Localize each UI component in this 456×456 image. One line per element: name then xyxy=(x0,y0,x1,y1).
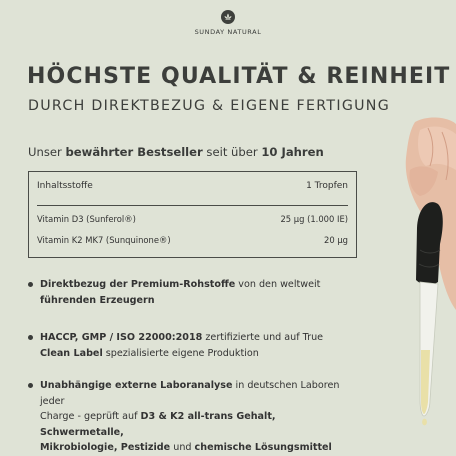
bullet-icon xyxy=(28,282,33,287)
bullet-bold: HACCP, GMP / ISO 22000:2018 xyxy=(40,332,203,343)
ingredients-header-label: Inhaltsstoffe xyxy=(37,181,93,191)
list-item xyxy=(28,378,358,456)
hand-with-dropper-image xyxy=(360,110,456,456)
intro-prefix: Unser xyxy=(28,145,66,159)
brand-logo xyxy=(0,10,456,36)
ingredient-name: Vitamin D3 (Sunferol®) xyxy=(37,214,136,224)
subheadline: DURCH DIREKTBEZUG & EIGENE FERTIGUNG xyxy=(28,98,390,114)
bullet-bold: D3 & K2 all-trans Gehalt, Schwermetalle, xyxy=(40,411,276,438)
bullet-text xyxy=(40,277,320,308)
bullet-text xyxy=(40,330,323,361)
ingredient-amount: 25 µg (1.000 IE) xyxy=(280,214,348,224)
bullet-bold: chemische Lösungsmittel xyxy=(194,442,332,453)
bullet-bold: führenden Erzeugern xyxy=(40,294,155,306)
bullet-bold: Unabhängige externe Laboranalyse xyxy=(40,380,233,391)
ingredients-header-dose: 1 Tropfen xyxy=(306,181,348,191)
list-item xyxy=(28,277,320,308)
ingredients-divider xyxy=(37,205,348,206)
headline: HÖCHSTE QUALITÄT & REINHEIT xyxy=(27,64,451,89)
dropper-cap xyxy=(416,202,443,285)
bullet-rest: und xyxy=(170,442,195,453)
list-item xyxy=(28,330,323,361)
bullet-rest: Charge - geprüft auf xyxy=(40,411,141,422)
bullet-rest: von den weltweit xyxy=(235,279,321,290)
ingredient-row xyxy=(37,214,348,224)
bullet-rest: spezialisierte eigene Produktion xyxy=(102,347,259,359)
bullet-icon xyxy=(28,383,33,388)
bullet-bold: Clean Label xyxy=(40,347,103,359)
ingredients-header xyxy=(37,181,348,191)
bullet-rest: zertifizierte und auf True xyxy=(202,332,324,343)
bullet-bold: Direktbezug der Premium-Rohstoffe xyxy=(40,279,236,290)
intro-bold-years: 10 Jahren xyxy=(261,145,324,159)
bullet-rest: in deutschen Laboren jeder xyxy=(40,380,340,407)
bullet-bold: Mikrobiologie, Pestizide xyxy=(40,442,171,453)
intro-bold-bestseller: bewährter Bestseller xyxy=(65,145,203,159)
intro-middle: seit über xyxy=(202,145,262,159)
oil-drop xyxy=(422,419,427,426)
ingredients-table xyxy=(28,171,357,258)
brand-name: SUNDAY NATURAL xyxy=(194,28,262,36)
lotus-icon xyxy=(221,10,235,24)
bullet-icon xyxy=(28,335,33,340)
ingredient-name: Vitamin K2 MK7 (Sunquinone®) xyxy=(37,235,171,245)
intro-text xyxy=(28,145,408,159)
bullet-text xyxy=(40,378,358,456)
ingredient-amount: 20 µg xyxy=(324,235,348,245)
ingredient-row xyxy=(37,235,348,245)
